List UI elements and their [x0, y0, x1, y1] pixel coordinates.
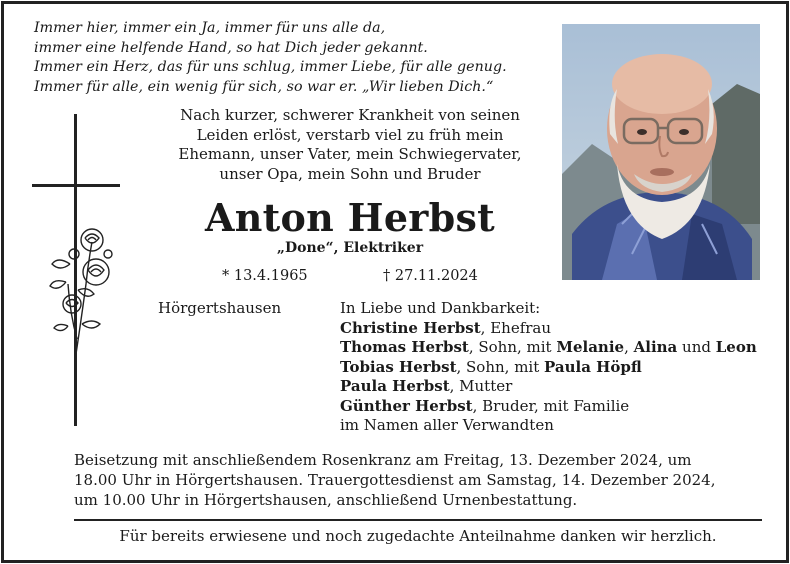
mourner-name: Melanie: [556, 338, 625, 356]
divider: [74, 519, 762, 521]
mourners-list: [340, 299, 780, 436]
death-date: † 27.11.2024: [383, 268, 478, 284]
hometown: Hörgertshausen: [158, 299, 282, 317]
portrait-photo: [562, 24, 760, 280]
funeral-details: [74, 450, 762, 510]
mourner-line: [340, 338, 780, 358]
mourner-relation: , Sohn, mit: [468, 338, 557, 356]
birth-date: * 13.4.1965: [222, 268, 308, 284]
nickname-occupation: „Done“, Elektriker: [276, 240, 424, 256]
funeral-line: 18.00 Uhr in Hörgertshausen. Trauergottesdienst am Samstag, 14. Dezember 2024,: [74, 471, 716, 489]
mourner-name: Alina: [633, 338, 678, 356]
mourner-name: Christine Herbst: [340, 318, 481, 337]
mourner-name: Leon: [715, 338, 757, 356]
poem-line: immer eine helfende Hand, so hat Dich jeder gekannt.: [34, 39, 428, 56]
portrait-illustration: [562, 24, 760, 280]
memorial-poem: [34, 19, 554, 97]
mourner-relation: , Bruder, mit Familie: [472, 396, 630, 415]
mourner-relation: , Sohn, mit: [456, 357, 545, 376]
mourner-name: Paula Herbst: [340, 377, 450, 395]
intro-line: Nach kurzer, schwerer Krankheit von seinen: [180, 106, 520, 124]
intro-line: Leiden erlöst, verstarb viel zu früh mein: [196, 125, 504, 144]
closing-thanks: Für bereits erwiesene und noch zugedachte Anteilnahme danken wir herzlich.: [119, 527, 717, 545]
mourner-line: [340, 319, 780, 339]
mourner-relation: , Ehefrau: [480, 318, 552, 337]
conjunction: und: [677, 338, 716, 356]
poem-line: Immer ein Herz, das für uns schlug, immer Liebe, für alle genug.: [34, 59, 507, 75]
intro-line: Ehemann, unser Vater, mein Schwiegervater,: [178, 145, 522, 164]
poem-line: Immer hier, immer ein Ja, immer für uns alle da,: [34, 20, 386, 36]
funeral-line: um 10.00 Uhr in Hörgertshausen, anschließend Urnenbestattung.: [74, 491, 578, 509]
mourner-name: Tobias Herbst: [340, 357, 457, 376]
mourner-line: im Namen aller Verwandten: [340, 416, 554, 434]
poem-line: Immer für alle, ein wenig für sich, so war er. „Wir lieben Dich.“: [34, 78, 494, 95]
death-announcement-text: [150, 106, 550, 184]
separator: ,: [624, 338, 634, 356]
deceased-name: Anton Herbst: [204, 195, 496, 240]
mourner-name: Günther Herbst: [340, 396, 473, 415]
mourners-heading: In Liebe und Dankbarkeit:: [340, 299, 541, 317]
mourner-relation: , Mutter: [449, 377, 513, 395]
funeral-line: Beisetzung mit anschließendem Rosenkranz am Freitag, 13. Dezember 2024, um: [74, 451, 692, 469]
mourner-name: Paula Höpfl: [544, 357, 642, 376]
intro-line: unser Opa, mein Sohn und Bruder: [219, 164, 481, 183]
mourner-line: [340, 397, 780, 417]
cross-with-roses-icon: [30, 114, 150, 434]
mourner-name: Thomas Herbst: [340, 338, 469, 356]
mourner-line: [340, 377, 780, 397]
mourner-line: [340, 358, 780, 378]
